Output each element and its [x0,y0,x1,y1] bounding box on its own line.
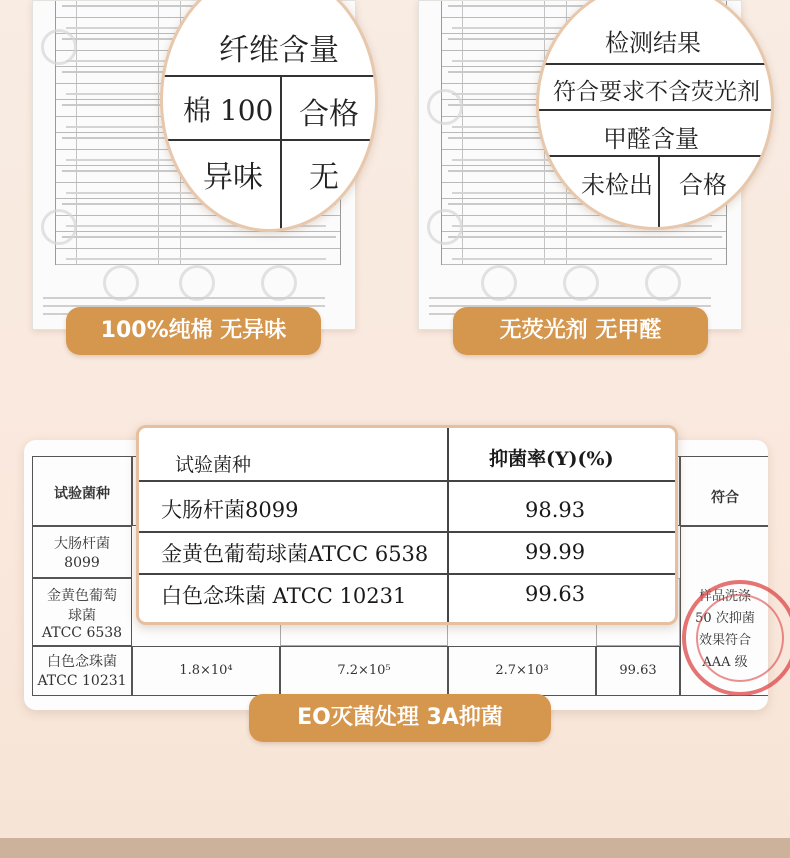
cotton-result: 合格 [299,97,359,132]
watermark-icon [179,265,215,301]
strain-cell [32,646,132,696]
zoom-header-rate: 抑菌率(Y)(%) [489,448,614,470]
header-conclusion-text: 符合 [711,490,739,506]
strain-line: 金黄色葡萄 [47,588,117,604]
divider [447,428,449,622]
test-result-title: 检测结果 [605,29,701,57]
report-footer-line [429,297,711,299]
strain-cell [32,578,132,646]
strain-line: 白色念珠菌 [47,654,117,670]
value-cell [280,646,448,696]
formaldehyde-result: 合格 [679,171,727,199]
strain-line: ATCC 6538 [41,625,123,641]
divider [139,573,675,575]
antibacterial-zoom-table [136,425,678,625]
bottom-band [0,838,790,858]
watermark-icon [645,265,681,301]
fluorescent-formaldehyde-label: 无荧光剂 无甲醛 [453,307,708,355]
value-text: 1.8×10⁴ [179,663,233,678]
watermark-icon [41,209,77,245]
header-strain-text: 试验菌种 [54,486,110,502]
divider [280,75,282,232]
zoom-rate: 99.63 [525,582,586,606]
watermark-icon [103,265,139,301]
conclusion-line: 样品洗涤 [698,589,751,604]
value-cell [132,646,280,696]
cotton-odor-label: 100%纯棉 无异味 [66,307,321,355]
stamp-ring [696,594,784,682]
zoom-strain: 大肠杆菌8099 [161,498,299,522]
strain-line: 球菌 [68,608,96,624]
divider [163,139,375,141]
conclusion-line: 50 次抑菌 [695,611,755,626]
watermark-icon [481,265,517,301]
divider [539,63,771,65]
header-strain-cell [32,456,132,526]
strain-line: ATCC 10231 [37,673,127,689]
sterilization-label: EO灭菌处理 3A抑菌 [249,694,551,742]
divider [539,109,771,111]
watermark-icon [261,265,297,301]
value-cell [448,646,596,696]
value-text: 7.2×10⁵ [337,663,391,678]
conclusion-line: AAA 级 [702,655,748,670]
header-conclusion-cell [680,456,768,526]
formaldehyde-label: 甲醛含量 [603,125,699,153]
strain-line: 8099 [64,555,100,571]
divider [539,155,771,157]
divider [139,531,675,533]
odor-result: 无 [309,160,339,195]
watermark-icon [427,209,463,245]
value-cell [596,646,680,696]
value-text: 2.7×10³ [495,663,549,678]
strain-cell [32,526,132,578]
divider [658,155,660,230]
conclusion-line: 效果符合 [698,633,751,648]
divider [139,480,675,482]
fluorescent-result: 符合要求不含荧光剂 [553,79,760,105]
zoom-strain: 金黄色葡萄球菌ATCC 6538 [161,542,429,566]
watermark-icon [563,265,599,301]
zoom-header-strain: 试验菌种 [175,454,252,476]
watermark-icon [427,89,463,125]
divider [163,75,375,77]
zoom-strain: 白色念珠菌 ATCC 10231 [161,584,407,608]
formaldehyde-value: 未检出 [581,171,653,199]
zoom-rate: 99.99 [525,540,586,564]
watermark-icon [41,29,77,65]
fiber-content-title: 纤维含量 [219,33,339,68]
strain-line: 大肠杆菌 [54,536,110,552]
certification-stamp [682,580,790,696]
report-footer-line [43,297,325,299]
cotton-value: 棉 100 [183,94,274,127]
zoom-rate: 98.93 [525,498,586,522]
odor-label: 异味 [203,160,263,195]
value-text: 99.63 [619,663,657,678]
